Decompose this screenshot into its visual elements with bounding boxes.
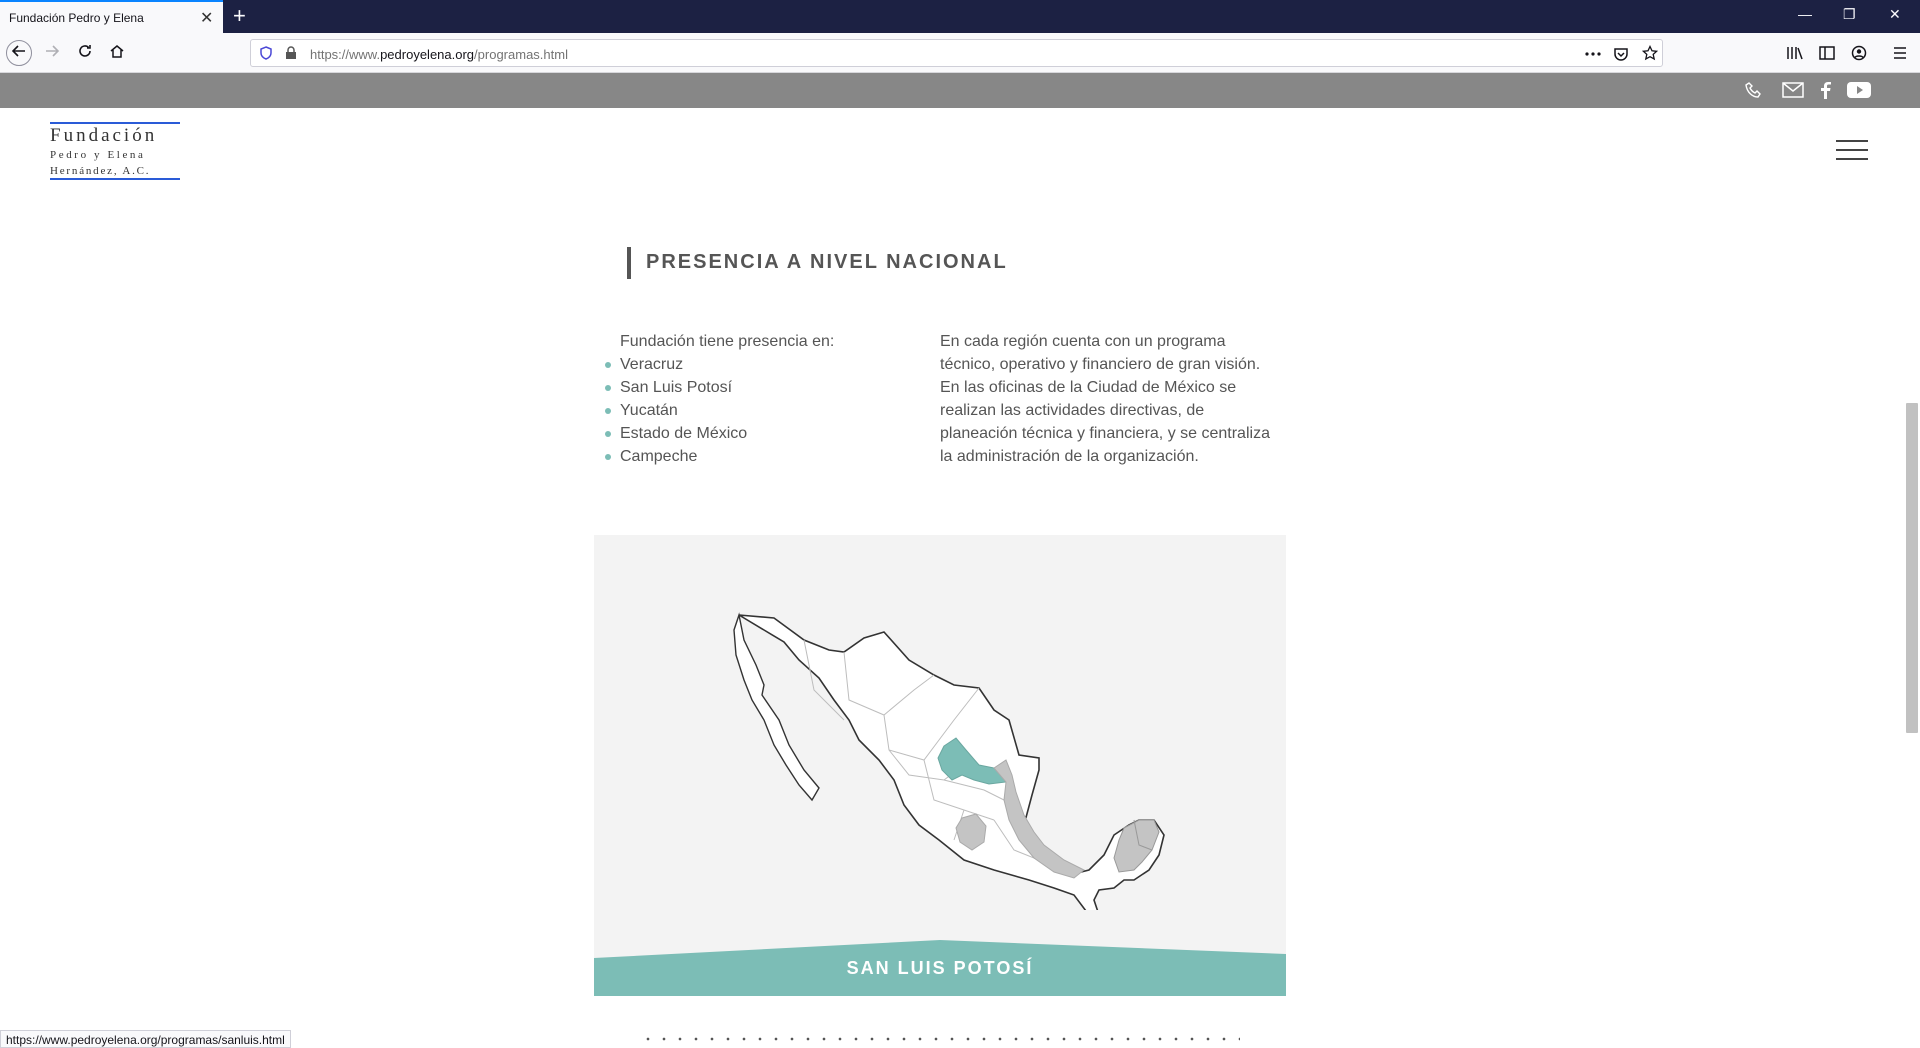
sidebar-icon[interactable] <box>1819 45 1835 61</box>
region-label: SAN LUIS POTOSÍ <box>846 958 1034 978</box>
arrow-left-icon <box>11 43 27 59</box>
phone-icon[interactable] <box>1745 81 1763 99</box>
restore-button[interactable]: ❐ <box>1843 6 1856 22</box>
new-tab-button[interactable]: + <box>233 3 246 28</box>
list-item: Campeche <box>605 445 905 468</box>
mail-icon[interactable] <box>1782 81 1804 99</box>
list-item: San Luis Potosí <box>605 376 905 399</box>
browser-tab-bar <box>0 0 1920 33</box>
url-path: /programas.html <box>474 47 568 62</box>
states-column <box>605 330 905 468</box>
list-item: Yucatán <box>605 399 905 422</box>
mexico-map[interactable] <box>694 570 1174 910</box>
tab-title: Fundación Pedro y Elena <box>9 11 144 25</box>
logo-line-2: Pedro y Elena <box>50 149 146 161</box>
library-icon[interactable] <box>1786 45 1804 61</box>
facebook-icon[interactable] <box>1819 81 1831 99</box>
more-icon[interactable] <box>1584 48 1602 60</box>
url-domain: pedroyelena.org <box>380 47 475 62</box>
arrow-right-icon <box>44 43 60 59</box>
minimize-button[interactable]: — <box>1798 6 1812 22</box>
reload-icon <box>77 43 93 59</box>
hamburger-menu-icon[interactable] <box>1836 140 1868 160</box>
lock-icon[interactable] <box>285 46 297 60</box>
list-item: Veracruz <box>605 353 905 376</box>
app-menu-icon[interactable] <box>1893 46 1907 60</box>
site-logo[interactable] <box>50 122 180 180</box>
url-bar[interactable] <box>250 39 1663 67</box>
presence-intro: Fundación tiene presencia en: <box>620 333 835 350</box>
map-container <box>594 535 1286 995</box>
bookmark-star-icon[interactable] <box>1642 45 1658 61</box>
home-button[interactable] <box>106 42 128 64</box>
site-header <box>0 108 1920 198</box>
page-scrollbar[interactable] <box>1903 198 1920 1048</box>
logo-line-1: Fundación <box>50 122 180 147</box>
close-window-button[interactable]: ✕ <box>1889 6 1901 22</box>
browser-nav-bar <box>0 33 1920 73</box>
social-strip <box>0 73 1920 108</box>
url-prefix: https://www. <box>310 47 381 62</box>
section-title: PRESENCIA A NIVEL NACIONAL <box>646 251 1008 273</box>
status-bar: https://www.pedroyelena.org/programas/sanluis.html <box>0 1030 291 1048</box>
shield-icon[interactable] <box>259 46 273 60</box>
youtube-icon[interactable] <box>1847 81 1871 99</box>
states-list <box>605 353 905 468</box>
back-button[interactable] <box>6 40 32 66</box>
section-title-block <box>627 247 1008 279</box>
dotted-divider <box>640 1036 1240 1042</box>
scroll-thumb[interactable] <box>1906 403 1918 733</box>
logo-line-3: Hernández, A.C. <box>50 165 180 180</box>
region-banner[interactable] <box>594 940 1286 996</box>
list-item: Estado de México <box>605 422 905 445</box>
home-icon <box>109 43 125 59</box>
pocket-icon[interactable] <box>1613 46 1629 62</box>
description-text: En cada región cuenta con un programa técnico, operativo y financiero de gran visión. En las oficinas de la Ciudad de México se realizan las actividades directivas, de planeación técnica y financiera, y se centraliza la administración de la organización. <box>940 333 1270 465</box>
browser-tab[interactable] <box>0 0 223 33</box>
url-text[interactable] <box>310 47 568 62</box>
account-icon[interactable] <box>1851 45 1867 61</box>
forward-button[interactable] <box>41 42 63 64</box>
close-tab-icon[interactable]: ✕ <box>200 10 214 27</box>
reload-button[interactable] <box>74 42 96 64</box>
